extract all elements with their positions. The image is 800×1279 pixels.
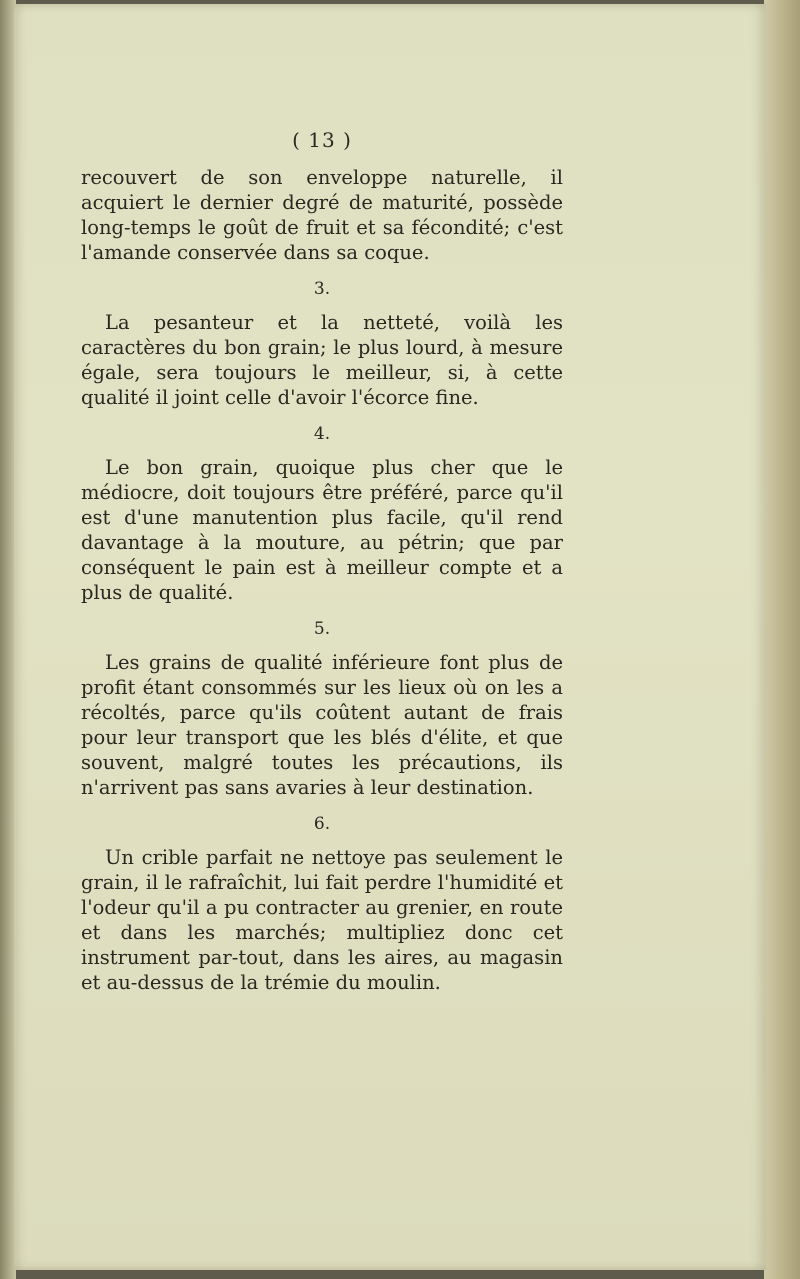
section-paragraph-5: Les grains de qualité inférieure font plus de profit étant consommés sur les lieux où on les a récoltés, parce qu'ils coûtent autant de frais pour leur transport que les blés d'élite, et que souvent, malgré toutes les précautions, ils n'arrivent pas sans avaries à leur destination. [81,651,563,799]
section-number-4: 4. [313,424,331,444]
section-paragraph-3: La pesanteur et la netteté, voilà les caractères du bon grain; le plus lourd, à mesure égale, sera toujours le meilleur, si, à cette qualité il joint celle d'avoir l'écorce fine. [81,311,563,409]
opening-paragraph: recouvert de son enveloppe naturelle, il acquiert le dernier degré de maturité, possède long-temps le goût de fruit et sa fécondité; c'est l'amande conservée dans sa coque. [81,166,563,264]
section-number-6: 6. [313,814,331,834]
page-text [81,128,563,995]
page-right-edge [764,0,800,1279]
section-number-5: 5. [313,619,331,639]
page-number: ( 13 ) [292,128,352,152]
section-number-3: 3. [313,279,331,299]
section-paragraph-4: Le bon grain, quoique plus cher que le médiocre, doit toujours être préféré, parce qu'il est d'une manutention plus facile, qu'il rend davantage à la mouture, au pétrin; que par conséquent le pain est à meilleur compte et a plus de qualité. [81,456,563,604]
section-paragraph-6: Un crible parfait ne nettoye pas seulement le grain, il le rafraîchit, lui fait perdre l'humidité et l'odeur qu'il a pu contracter au grenier, en route et dans les marchés; multipliez donc cet instrument par-tout, dans les aires, au magasin et au-dessus de la trémie du moulin. [81,846,563,994]
